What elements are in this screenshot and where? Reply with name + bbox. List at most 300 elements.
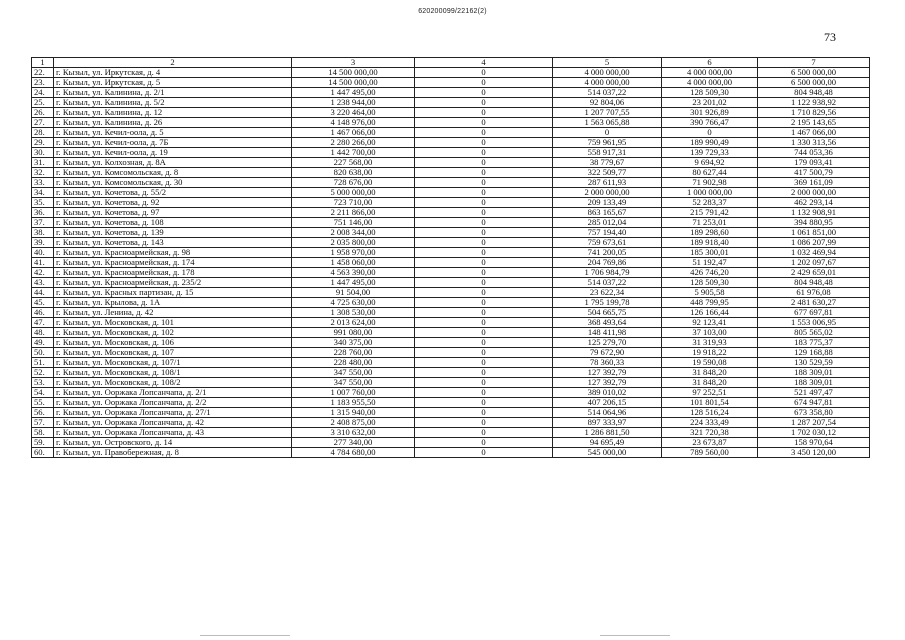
col6-cell: 224 333,49 [662, 418, 758, 428]
col6-cell: 139 729,33 [662, 148, 758, 158]
col7-cell: 2 000 000,00 [758, 188, 870, 198]
col6-cell: 426 746,20 [662, 268, 758, 278]
col7-cell: 744 053,36 [758, 148, 870, 158]
col5-cell: 514 037,22 [553, 278, 662, 288]
total-cost-cell: 1 467 066,00 [292, 128, 415, 138]
col7-cell: 2 429 659,01 [758, 268, 870, 278]
row-index: 52. [32, 368, 54, 378]
col7-cell: 804 948,48 [758, 278, 870, 288]
row-index: 44. [32, 288, 54, 298]
col5-cell: 1 706 984,79 [553, 268, 662, 278]
col5-cell: 757 194,40 [553, 228, 662, 238]
document-id: 620200099/22162(2) [418, 8, 487, 15]
col7-cell: 673 358,80 [758, 408, 870, 418]
page-number: 73 [824, 30, 836, 44]
column-header-5: 5 [553, 58, 662, 68]
row-index: 45. [32, 298, 54, 308]
table-row [32, 258, 870, 268]
col4-cell: 0 [415, 418, 553, 428]
col6-cell: 0 [662, 128, 758, 138]
col6-cell: 4 000 000,00 [662, 68, 758, 78]
col4-cell: 0 [415, 228, 553, 238]
col7-cell: 179 093,41 [758, 158, 870, 168]
row-index: 25. [32, 98, 54, 108]
total-cost-cell: 1 183 955,50 [292, 398, 415, 408]
total-cost-cell: 1 447 495,00 [292, 88, 415, 98]
col6-cell: 448 799,95 [662, 298, 758, 308]
col6-cell: 51 192,47 [662, 258, 758, 268]
address-cell: г. Кызыл, ул. Кочетова, д. 139 [54, 228, 292, 238]
total-cost-cell: 1 238 944,00 [292, 98, 415, 108]
col4-cell: 0 [415, 208, 553, 218]
total-cost-cell: 277 340,00 [292, 438, 415, 448]
col5-cell: 94 695,49 [553, 438, 662, 448]
row-index: 23. [32, 78, 54, 88]
register-table [31, 57, 870, 458]
col7-cell: 1 710 829,56 [758, 108, 870, 118]
col6-cell: 31 319,93 [662, 338, 758, 348]
col6-cell: 390 766,47 [662, 118, 758, 128]
total-cost-cell: 2 211 866,00 [292, 208, 415, 218]
column-header-3: 3 [292, 58, 415, 68]
address-cell: г. Кызыл, ул. Калинина, д. 26 [54, 118, 292, 128]
col5-cell: 285 012,04 [553, 218, 662, 228]
col7-cell: 1 032 469,94 [758, 248, 870, 258]
col4-cell: 0 [415, 348, 553, 358]
col4-cell: 0 [415, 158, 553, 168]
total-cost-cell: 340 375,00 [292, 338, 415, 348]
row-index: 53. [32, 378, 54, 388]
row-index: 38. [32, 228, 54, 238]
col7-cell: 2 195 143,65 [758, 118, 870, 128]
total-cost-cell: 3 220 464,00 [292, 108, 415, 118]
col5-cell: 504 665,75 [553, 308, 662, 318]
col4-cell: 0 [415, 368, 553, 378]
total-cost-cell: 227 568,00 [292, 158, 415, 168]
address-cell: г. Кызыл, ул. Ооржака Лопсанчапа, д. 27/1 [54, 408, 292, 418]
address-cell: г. Кызыл, ул. Красноармейская, д. 178 [54, 268, 292, 278]
row-index: 56. [32, 408, 54, 418]
col5-cell: 322 509,77 [553, 168, 662, 178]
table-row [32, 368, 870, 378]
address-cell: г. Кызыл, ул. Островского, д. 14 [54, 438, 292, 448]
address-cell: г. Кызыл, ул. Ооржака Лопсанчапа, д. 2/1 [54, 388, 292, 398]
total-cost-cell: 1 315 940,00 [292, 408, 415, 418]
address-cell: г. Кызыл, ул. Комсомольская, д. 8 [54, 168, 292, 178]
total-cost-cell: 5 000 000,00 [292, 188, 415, 198]
col4-cell: 0 [415, 268, 553, 278]
col7-cell: 1 061 851,00 [758, 228, 870, 238]
total-cost-cell: 91 504,00 [292, 288, 415, 298]
col5-cell: 287 611,93 [553, 178, 662, 188]
address-cell: г. Кызыл, ул. Ооржака Лопсанчапа, д. 2/2 [54, 398, 292, 408]
col7-cell: 1 702 030,12 [758, 428, 870, 438]
col7-cell: 188 309,01 [758, 378, 870, 388]
col7-cell: 417 500,79 [758, 168, 870, 178]
col7-cell: 129 168,88 [758, 348, 870, 358]
col6-cell: 215 791,42 [662, 208, 758, 218]
address-cell: г. Кызыл, ул. Красноармейская, д. 235/2 [54, 278, 292, 288]
col4-cell: 0 [415, 278, 553, 288]
total-cost-cell: 1 958 970,00 [292, 248, 415, 258]
col6-cell: 19 918,22 [662, 348, 758, 358]
row-index: 39. [32, 238, 54, 248]
col6-cell: 80 627,44 [662, 168, 758, 178]
address-cell: г. Кызыл, ул. Московская, д. 108/2 [54, 378, 292, 388]
col4-cell: 0 [415, 218, 553, 228]
col5-cell: 514 064,96 [553, 408, 662, 418]
row-index: 50. [32, 348, 54, 358]
total-cost-cell: 1 458 060,00 [292, 258, 415, 268]
col4-cell: 0 [415, 88, 553, 98]
col4-cell: 0 [415, 178, 553, 188]
row-index: 51. [32, 358, 54, 368]
col6-cell: 189 990,49 [662, 138, 758, 148]
table-row [32, 428, 870, 438]
row-index: 58. [32, 428, 54, 438]
col4-cell: 0 [415, 298, 553, 308]
row-index: 29. [32, 138, 54, 148]
address-cell: г. Кызыл, ул. Кечил-оола, д. 5 [54, 128, 292, 138]
table-row [32, 438, 870, 448]
total-cost-cell: 14 500 000,00 [292, 78, 415, 88]
col4-cell: 0 [415, 288, 553, 298]
col5-cell: 148 411,98 [553, 328, 662, 338]
col4-cell: 0 [415, 68, 553, 78]
col4-cell: 0 [415, 248, 553, 258]
scan-artifact [600, 635, 670, 636]
table-row [32, 248, 870, 258]
col7-cell: 805 565,02 [758, 328, 870, 338]
col4-cell: 0 [415, 138, 553, 148]
col5-cell: 127 392,79 [553, 368, 662, 378]
table-row [32, 108, 870, 118]
row-index: 27. [32, 118, 54, 128]
table-row [32, 208, 870, 218]
address-cell: г. Кызыл, ул. Кечил-оола, д. 7Б [54, 138, 292, 148]
total-cost-cell: 3 310 632,00 [292, 428, 415, 438]
row-index: 28. [32, 128, 54, 138]
total-cost-cell: 723 710,00 [292, 198, 415, 208]
column-header-7: 7 [758, 58, 870, 68]
table-row [32, 138, 870, 148]
total-cost-cell: 1 447 495,00 [292, 278, 415, 288]
table-row [32, 298, 870, 308]
col7-cell: 677 697,81 [758, 308, 870, 318]
address-cell: г. Кызыл, ул. Кечил-оола, д. 19 [54, 148, 292, 158]
table-row [32, 98, 870, 108]
total-cost-cell: 14 500 000,00 [292, 68, 415, 78]
col4-cell: 0 [415, 388, 553, 398]
col6-cell: 189 298,60 [662, 228, 758, 238]
table-row [32, 158, 870, 168]
address-cell: г. Кызыл, ул. Кочетова, д. 55/2 [54, 188, 292, 198]
row-index: 42. [32, 268, 54, 278]
col4-cell: 0 [415, 438, 553, 448]
total-cost-cell: 991 080,00 [292, 328, 415, 338]
table-body [32, 68, 870, 458]
col7-cell: 2 481 630,27 [758, 298, 870, 308]
col6-cell: 101 801,54 [662, 398, 758, 408]
col7-cell: 521 497,47 [758, 388, 870, 398]
table-row [32, 178, 870, 188]
table-row [32, 308, 870, 318]
col5-cell: 127 392,79 [553, 378, 662, 388]
total-cost-cell: 347 550,00 [292, 378, 415, 388]
column-header-6: 6 [662, 58, 758, 68]
col6-cell: 31 848,20 [662, 368, 758, 378]
address-cell: г. Кызыл, ул. Калинина, д. 2/1 [54, 88, 292, 98]
col6-cell: 128 509,30 [662, 278, 758, 288]
col5-cell: 545 000,00 [553, 448, 662, 458]
row-index: 55. [32, 398, 54, 408]
address-cell: г. Кызыл, ул. Калинина, д. 12 [54, 108, 292, 118]
row-index: 24. [32, 88, 54, 98]
col7-cell: 1 202 097,67 [758, 258, 870, 268]
table-row [32, 288, 870, 298]
col6-cell: 789 560,00 [662, 448, 758, 458]
col5-cell: 389 010,02 [553, 388, 662, 398]
address-cell: г. Кызыл, ул. Иркутская, д. 5 [54, 78, 292, 88]
col6-cell: 4 000 000,00 [662, 78, 758, 88]
column-header-4: 4 [415, 58, 553, 68]
col6-cell: 9 694,92 [662, 158, 758, 168]
table-row [32, 338, 870, 348]
address-cell: г. Кызыл, ул. Колхозная, д. 8А [54, 158, 292, 168]
total-cost-cell: 820 638,00 [292, 168, 415, 178]
row-index: 57. [32, 418, 54, 428]
col5-cell: 38 779,67 [553, 158, 662, 168]
table-header-row [32, 58, 870, 68]
col4-cell: 0 [415, 318, 553, 328]
address-cell: г. Кызыл, ул. Калинина, д. 5/2 [54, 98, 292, 108]
address-cell: г. Кызыл, ул. Московская, д. 102 [54, 328, 292, 338]
total-cost-cell: 4 784 680,00 [292, 448, 415, 458]
col4-cell: 0 [415, 408, 553, 418]
total-cost-cell: 4 725 630,00 [292, 298, 415, 308]
col6-cell: 19 590,08 [662, 358, 758, 368]
col5-cell: 2 000 000,00 [553, 188, 662, 198]
address-cell: г. Кызыл, ул. Московская, д. 108/1 [54, 368, 292, 378]
col5-cell: 78 360,33 [553, 358, 662, 368]
total-cost-cell: 728 676,00 [292, 178, 415, 188]
col6-cell: 37 103,00 [662, 328, 758, 338]
address-cell: г. Кызыл, ул. Комсомольская, д. 30 [54, 178, 292, 188]
row-index: 30. [32, 148, 54, 158]
address-cell: г. Кызыл, ул. Московская, д. 107/1 [54, 358, 292, 368]
col7-cell: 158 970,64 [758, 438, 870, 448]
address-cell: г. Кызыл, ул. Московская, д. 101 [54, 318, 292, 328]
table-row [32, 418, 870, 428]
row-index: 47. [32, 318, 54, 328]
col4-cell: 0 [415, 308, 553, 318]
col4-cell: 0 [415, 238, 553, 248]
row-index: 32. [32, 168, 54, 178]
address-cell: г. Кызыл, ул. Кочетова, д. 108 [54, 218, 292, 228]
col5-cell: 23 622,34 [553, 288, 662, 298]
table-row [32, 358, 870, 368]
address-cell: г. Кызыл, ул. Красноармейская, д. 174 [54, 258, 292, 268]
table-row [32, 238, 870, 248]
col4-cell: 0 [415, 258, 553, 268]
col4-cell: 0 [415, 108, 553, 118]
table-row [32, 68, 870, 78]
col5-cell: 759 961,95 [553, 138, 662, 148]
col4-cell: 0 [415, 148, 553, 158]
address-cell: г. Кызыл, ул. Ооржака Лопсанчапа, д. 43 [54, 428, 292, 438]
total-cost-cell: 2 008 344,00 [292, 228, 415, 238]
total-cost-cell: 2 408 875,00 [292, 418, 415, 428]
total-cost-cell: 1 308 530,00 [292, 308, 415, 318]
col6-cell: 71 253,01 [662, 218, 758, 228]
column-header-2: 2 [54, 58, 292, 68]
total-cost-cell: 2 013 624,00 [292, 318, 415, 328]
col7-cell: 1 122 938,92 [758, 98, 870, 108]
table-row [32, 128, 870, 138]
table-row [32, 188, 870, 198]
col7-cell: 61 976,08 [758, 288, 870, 298]
total-cost-cell: 1 007 760,00 [292, 388, 415, 398]
total-cost-cell: 228 760,00 [292, 348, 415, 358]
col4-cell: 0 [415, 398, 553, 408]
row-index: 31. [32, 158, 54, 168]
col6-cell: 23 673,87 [662, 438, 758, 448]
col5-cell: 125 279,70 [553, 338, 662, 348]
col7-cell: 674 947,81 [758, 398, 870, 408]
col5-cell: 0 [553, 128, 662, 138]
col7-cell: 462 293,14 [758, 198, 870, 208]
col4-cell: 0 [415, 448, 553, 458]
col6-cell: 128 509,30 [662, 88, 758, 98]
col7-cell: 1 467 066,00 [758, 128, 870, 138]
address-cell: г. Кызыл, ул. Московская, д. 107 [54, 348, 292, 358]
table-row [32, 228, 870, 238]
row-index: 43. [32, 278, 54, 288]
address-cell: г. Кызыл, ул. Кочетова, д. 143 [54, 238, 292, 248]
table-row [32, 348, 870, 358]
total-cost-cell: 751 146,00 [292, 218, 415, 228]
row-index: 40. [32, 248, 54, 258]
total-cost-cell: 1 442 700,00 [292, 148, 415, 158]
col4-cell: 0 [415, 98, 553, 108]
table-row [32, 318, 870, 328]
table-row [32, 328, 870, 338]
col4-cell: 0 [415, 198, 553, 208]
col6-cell: 1 000 000,00 [662, 188, 758, 198]
col6-cell: 185 300,01 [662, 248, 758, 258]
table-row [32, 78, 870, 88]
col5-cell: 1 563 065,88 [553, 118, 662, 128]
table-row [32, 218, 870, 228]
col6-cell: 126 166,44 [662, 308, 758, 318]
col6-cell: 52 283,37 [662, 198, 758, 208]
col7-cell: 394 880,95 [758, 218, 870, 228]
row-index: 37. [32, 218, 54, 228]
total-cost-cell: 347 550,00 [292, 368, 415, 378]
col4-cell: 0 [415, 358, 553, 368]
row-index: 35. [32, 198, 54, 208]
col4-cell: 0 [415, 78, 553, 88]
col5-cell: 759 673,61 [553, 238, 662, 248]
col4-cell: 0 [415, 328, 553, 338]
address-cell: г. Кызыл, ул. Кочетова, д. 92 [54, 198, 292, 208]
col6-cell: 321 720,38 [662, 428, 758, 438]
address-cell: г. Кызыл, ул. Красноармейская, д. 98 [54, 248, 292, 258]
table-row [32, 388, 870, 398]
row-index: 34. [32, 188, 54, 198]
col4-cell: 0 [415, 188, 553, 198]
col7-cell: 3 450 120,00 [758, 448, 870, 458]
col5-cell: 368 493,64 [553, 318, 662, 328]
col7-cell: 804 948,48 [758, 88, 870, 98]
col5-cell: 209 133,49 [553, 198, 662, 208]
col6-cell: 71 902,98 [662, 178, 758, 188]
col4-cell: 0 [415, 378, 553, 388]
col7-cell: 1 132 908,91 [758, 208, 870, 218]
col5-cell: 1 795 199,78 [553, 298, 662, 308]
col5-cell: 1 207 707,55 [553, 108, 662, 118]
col4-cell: 0 [415, 168, 553, 178]
row-index: 26. [32, 108, 54, 118]
col5-cell: 897 333,97 [553, 418, 662, 428]
col5-cell: 558 917,31 [553, 148, 662, 158]
table-row [32, 378, 870, 388]
address-cell: г. Кызыл, ул. Иркутская, д. 4 [54, 68, 292, 78]
table-row [32, 398, 870, 408]
col7-cell: 1 330 313,56 [758, 138, 870, 148]
col6-cell: 97 252,51 [662, 388, 758, 398]
total-cost-cell: 4 148 976,00 [292, 118, 415, 128]
table-row [32, 148, 870, 158]
col5-cell: 514 037,22 [553, 88, 662, 98]
table-row [32, 118, 870, 128]
col4-cell: 0 [415, 118, 553, 128]
col6-cell: 301 926,89 [662, 108, 758, 118]
address-cell: г. Кызыл, ул. Правобережная, д. 8 [54, 448, 292, 458]
table-row [32, 278, 870, 288]
col6-cell: 189 918,40 [662, 238, 758, 248]
table-row [32, 198, 870, 208]
row-index: 60. [32, 448, 54, 458]
col6-cell: 128 516,24 [662, 408, 758, 418]
col4-cell: 0 [415, 338, 553, 348]
col5-cell: 92 804,06 [553, 98, 662, 108]
table-row [32, 448, 870, 458]
col5-cell: 4 000 000,00 [553, 68, 662, 78]
row-index: 46. [32, 308, 54, 318]
row-index: 59. [32, 438, 54, 448]
col7-cell: 1 287 207,54 [758, 418, 870, 428]
col7-cell: 130 529,59 [758, 358, 870, 368]
table-row [32, 408, 870, 418]
address-cell: г. Кызыл, ул. Кочетова, д. 97 [54, 208, 292, 218]
col7-cell: 183 775,37 [758, 338, 870, 348]
address-cell: г. Кызыл, ул. Ооржака Лопсанчапа, д. 42 [54, 418, 292, 428]
row-index: 48. [32, 328, 54, 338]
col5-cell: 79 672,90 [553, 348, 662, 358]
col6-cell: 31 848,20 [662, 378, 758, 388]
address-cell: г. Кызыл, ул. Московская, д. 106 [54, 338, 292, 348]
col5-cell: 204 769,86 [553, 258, 662, 268]
col7-cell: 6 500 000,00 [758, 68, 870, 78]
total-cost-cell: 2 035 800,00 [292, 238, 415, 248]
row-index: 36. [32, 208, 54, 218]
table-row [32, 168, 870, 178]
col7-cell: 1 553 006,95 [758, 318, 870, 328]
row-index: 49. [32, 338, 54, 348]
col6-cell: 23 201,02 [662, 98, 758, 108]
address-cell: г. Кызыл, ул. Ленина, д. 42 [54, 308, 292, 318]
